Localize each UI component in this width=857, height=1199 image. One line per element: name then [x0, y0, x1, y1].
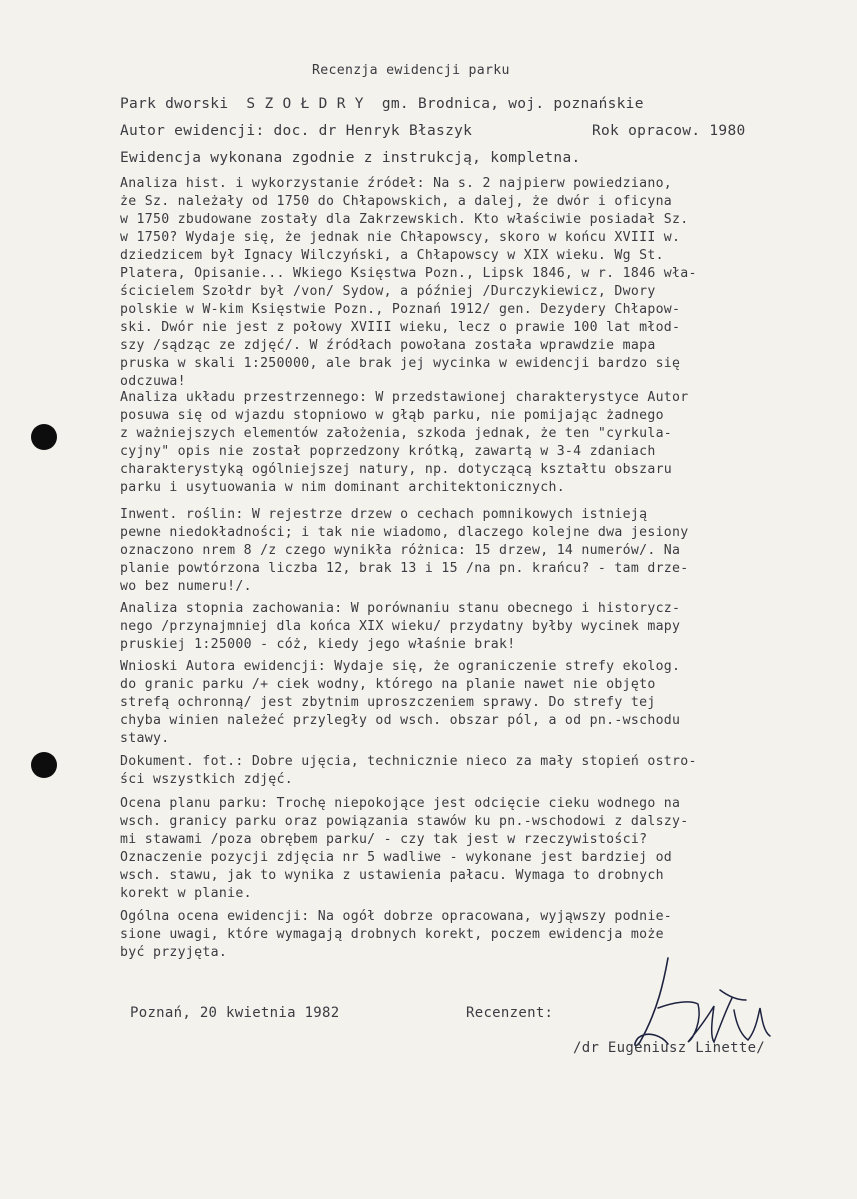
place-date: Poznań, 20 kwietnia 1982 [130, 1005, 340, 1021]
text-line: wo bez numeru!/. [120, 579, 252, 594]
text-line: Inwent. roślin: W rejestrze drzew o cechach pomnikowych istnieją [120, 507, 648, 522]
text-line: dziedzicem był Ignacy Wilczyński, a Chłapowscy w XIX wieku. Wg St. [120, 248, 664, 263]
park-line: Park dworski S Z O Ł D R Y gm. Brodnica, woj. poznańskie [120, 96, 644, 112]
compliance-line: Ewidencja wykonana zgodnie z instrukcją, kompletna. [120, 150, 581, 166]
text-line: nego /przynajmniej dla końca XIX wieku/ przydatny byłby wycinek mapy [120, 619, 681, 634]
text-line: być przyjęta. [120, 945, 228, 960]
text-line: wsch. granicy parku oraz powiązania stawów ku pn.-wschodowi z dalszy- [120, 814, 689, 829]
text-line: sione uwagi, które wymagają drobnych korekt, poczem ewidencja może [120, 927, 664, 942]
punch-hole-top [31, 424, 57, 450]
text-line: odczuwa! [120, 374, 186, 389]
text-line: szy /sądząc ze zdjęć/. W źródłach powołana została wprawdzie mapa [120, 338, 656, 353]
paragraph-spatial-analysis [120, 389, 857, 497]
text-line: korekt w planie. [120, 886, 252, 901]
year-line: Rok opracow. 1980 [592, 123, 746, 139]
document-title: Recenzja ewidencji parku [312, 63, 510, 78]
text-line: strefą ochronną/ jest zbytnim uproszczeniem sprawy. Do strefy tej [120, 695, 656, 710]
text-line: ścicielem Szołdr był /von/ Sydow, a później /Durczykiewicz, Dwory [120, 284, 656, 299]
text-line: że Sz. należały od 1750 do Chłapowskich, a dalej, że dwór i oficyna [120, 194, 673, 209]
text-line: stawy. [120, 731, 170, 746]
text-line: ści wszystkich zdjęć. [120, 772, 294, 787]
text-line: polskie w W-kim Księstwie Pozn., Poznań 1912/ gen. Dezydery Chłapow- [120, 302, 681, 317]
paragraph-preservation-analysis [120, 600, 857, 654]
text-line: z ważniejszych elementów założenia, szkoda jednak, że ten "cyrkula- [120, 426, 673, 441]
text-line: pewne niedokładności; i tak nie wiadomo, dlaczego kolejne dwa jesiony [120, 525, 689, 540]
text-line: Analiza hist. i wykorzystanie źródeł: Na s. 2 najpierw powiedziano, [120, 176, 673, 191]
text-line: oznaczono nrem 8 /z czego wynikła różnica: 15 drzew, 14 numerów/. Na [120, 543, 681, 558]
text-line: Ocena planu parku: Trochę niepokojące jest odcięcie cieku wodnego na [120, 796, 681, 811]
text-line: Wnioski Autora ewidencji: Wydaje się, że ograniczenie strefy ekolog. [120, 659, 681, 674]
text-line: ski. Dwór nie jest z połowy XVIII wieku, lecz o prawie 100 lat młod- [120, 320, 681, 335]
text-line: Platera, Opisanie... Wkiego Księstwa Pozn., Lipsk 1846, w r. 1846 wła- [120, 266, 697, 281]
text-line: cyjny" opis nie został poprzedzony krótką, zawartą w 3-4 zdaniach [120, 444, 656, 459]
paragraph-plan-assessment [120, 795, 857, 903]
text-line: posuwa się od wjazdu stopniowo w głąb parku, nie pomijając żadnego [120, 408, 664, 423]
text-line: Ogólna ocena ewidencji: Na ogół dobrze opracowana, wyjąwszy podnie- [120, 909, 673, 924]
text-line: wsch. stawu, jak to wynika z ustawienia pałacu. Wymaga to drobnych [120, 868, 664, 883]
punch-hole-bottom [31, 752, 57, 778]
text-line: do granic parku /+ ciek wodny, którego na planie nawet nie objęto [120, 677, 656, 692]
author-line: Autor ewidencji: doc. dr Henryk Błaszyk [120, 123, 473, 139]
reviewer-name: /dr Eugeniusz Linette/ [573, 1040, 766, 1056]
reviewer-label: Recenzent: [466, 1005, 554, 1021]
text-line: Dokument. fot.: Dobre ujęcia, technicznie nieco za mały stopień ostro- [120, 754, 697, 769]
paragraph-historical-analysis [120, 175, 857, 391]
text-line: pruskiej 1:25000 - cóż, kiedy jego właśnie brak! [120, 637, 516, 652]
text-line: chyba winien należeć przyległy od wsch. obszar pól, a od pn.-wschodu [120, 713, 681, 728]
text-line: planie powtórzona liczba 12, brak 13 i 15 /na pn. krańcu? - tam drze- [120, 561, 689, 576]
text-line: Oznaczenie pozycji zdjęcia nr 5 wadliwe - wykonane jest bardziej od [120, 850, 673, 865]
paragraph-author-conclusions [120, 658, 857, 748]
paragraph-photo-documentation [120, 753, 857, 789]
paragraph-plant-inventory [120, 506, 857, 596]
text-line: w 1750 zbudowane zostały dla Zakrzewskich. Kto właściwie posiadał Sz. [120, 212, 689, 227]
text-line: Analiza układu przestrzennego: W przedstawionej charakterystyce Autor [120, 390, 689, 405]
text-line: w 1750? Wydaje się, że jednak nie Chłapowscy, skoro w końcu XVIII w. [120, 230, 681, 245]
text-line: mi stawami /poza obrębem parku/ - czy tak jest w rzeczywistości? [120, 832, 648, 847]
text-line: charakterystyką ogólniejszej natury, np. dotyczącą kształtu obszaru [120, 462, 673, 477]
text-line: pruska w skali 1:250000, ale brak jej wycinka w ewidencji bardzo się [120, 356, 681, 371]
text-line: Analiza stopnia zachowania: W porównaniu stanu obecnego i historycz- [120, 601, 681, 616]
text-line: parku i usytuowania w nim dominant architektonicznych. [120, 480, 565, 495]
